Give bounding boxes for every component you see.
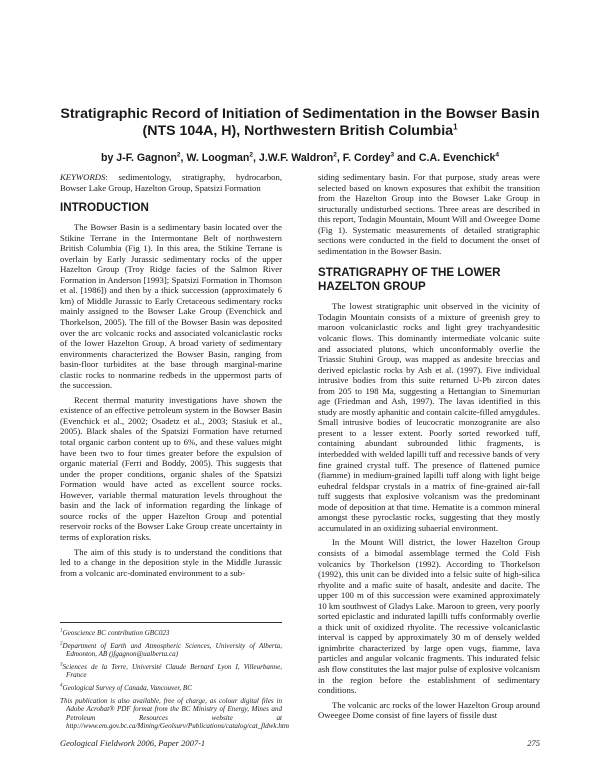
title-footnote-mark: 1 xyxy=(453,122,458,132)
footnote-text: Geological Survey of Canada, Vancouver, BC xyxy=(62,683,192,692)
availability-note xyxy=(60,696,289,731)
author-separator: , xyxy=(253,152,259,164)
keywords-text: : sedimentology, stratigraphy, hydrocarbon, Bowser Lake Group, Hazelton Group, Spatsizi Formation xyxy=(60,172,282,193)
footnote-text: Sciences de la Terre, Université Claude Bernard Lyon I, Villeurbanne, France xyxy=(62,662,282,680)
footnote xyxy=(60,629,282,638)
footnote xyxy=(60,642,282,659)
intro-paragraph-2: Recent thermal maturity investigations have shown the existence of an effective petroleum system in the Bowser Basin (Evenchick et al., 2002; Osadetz et al., 2003; Stasiuk et al., 2005). Black shales of the Spatsizi Formation have returned total organic carbon content up to 6%, and these values might have been two to four times greater before the expulsion of organic material (Ferri and Boddy, 2005). This suggests that under the proper conditions, organic shales of the Spatsizi Formation would have acted as excellent source rocks. However, variable thermal maturation levels throughout the basin and the lack of information regarding the linkage of source rocks of the upper Hazelton Group and potential reservoir rocks of the Bowser Lake Group create uncertainty in terms of exploration risks. xyxy=(60,394,282,542)
stratigraphy-heading xyxy=(318,266,540,294)
stratigraphy-paragraph-2: In the Mount Will district, the lower Hazelton Group consists of a bimodal assemblage termed the Cold Fish volcanics by Thorkelson (1992). According to Thorkelson (1992), this unit can be divided into a felsic suite of high-silica rhyolite and a mafic suite of basalt, andesite and dacite. The upper 100 m of this succession were examined approximately 10 km southwest of Gladys Lake. Maroon to green, very poorly sorted epiclastic and indurated lapilli tuffs conformably overlie a thick unit of oxidized rhyolite. The recessive volcaniclastic interval is capped by approximately 30 m of densely welded ignimbrite characterized by large open vugs, fiamme, lava particles and angular volcanic fragments. This indurated felsic ash flow constitutes the last major pulse of explosive volcanism in the region before the establishment of sedimentary conditions. xyxy=(318,537,540,696)
footnote-mark: 2 xyxy=(60,641,63,647)
author-affiliation-mark: 3 xyxy=(390,151,395,159)
footnote-mark: 3 xyxy=(60,662,63,668)
author-name: J-F. Gagnon xyxy=(116,152,177,164)
footnotes xyxy=(60,622,289,735)
author-line xyxy=(60,152,540,164)
author-affiliation-mark: 2 xyxy=(176,151,181,159)
footnote-text: Geoscience BC contribution GBC023 xyxy=(62,629,170,637)
footnote-mark: 4 xyxy=(60,683,63,689)
author-separator: and xyxy=(394,152,419,164)
stratigraphy-paragraph-3: The volcanic arc rocks of the lower Hazelton Group around Oweegee Dome consist of fine layers of fissile dust xyxy=(318,699,540,721)
intro-continuation: siding sedimentary basin. For that purpose, study areas were selected based on known exposures that exhibit the transition from the Hazelton Group into the Bowser Lake Group in structurally undisturbed sections. Three areas are described in this report, Todagin Mountain, Mount Will and Oweegee Dome (Fig 1). Systematic measurements of detailed stratigraphic sections were conducted in the field to document the onset of sedimentation in the Bowser Basin. xyxy=(318,172,540,256)
page-number: 275 xyxy=(527,738,540,748)
keywords-label: KEYWORDS xyxy=(60,172,106,182)
stratigraphy-paragraph-1: The lowest stratigraphic unit observed in the vicinity of Todagin Mountain consists of a mixture of greenish grey to maroon volcaniclastic rocks and light grey trachyandesitic volcanic flows. This dominantly intermediate volcanic suite and associated plutons, which unconformably overlie the Triassic Stuhini Group, was mapped as andesite breccias and derived epiclastic rocks by Ash et al. (1997). Five individual intrusive bodies from this suite returned U-Pb zircon dates from 205 to 198 Ma, suggesting a Hettangian to Sinemurian age (Friedman and Ash, 1997). The lavas identified in this study are mostly aphanitic and contain calcite-filled amygdules. Small intrusive bodies of leucocratic monzogranite are also present to a lesser extent. Poorly sorted reworked tuff, containing abundant subrounded lithic fragments, is interbedded with welded lapilli tuff and recessive bands of very fine grained crystal tuff. The presence of flattened pumice (fiamme) in medium-grained lapilli tuff along with light beige euhedral feldspar crystals in a matrix of fine-grained air-fall tuff suggests that explosive volcanism was the predominant mode of deposition at that time. Hematite is a common mineral amongst these pyroclastic rocks, suggesting that they mostly accumulated in an oxidizing subaerial environment. xyxy=(318,301,540,533)
author-affiliation-mark: 2 xyxy=(333,151,337,159)
author-name: F. Cordey xyxy=(342,152,391,164)
author-separator: , xyxy=(180,152,187,164)
stratigraphy-heading-line-2: HAZELTON GROUP xyxy=(318,280,426,294)
availability-note-text: This publication is also available, free of charge, as colour digital files in Adobe Acrobat® PDF format from the BC Ministry of Energy, Mines and Petroleum Resources website at http://www.em.gov.bc.ca/Mining/Geolsurv/Publications/catalog/cat_fldwk.htm xyxy=(60,696,289,731)
left-column xyxy=(60,172,282,582)
introduction-heading: INTRODUCTION xyxy=(60,201,149,215)
stratigraphy-heading-line-1: STRATIGRAPHY OF THE LOWER xyxy=(318,266,501,280)
footnote xyxy=(60,684,282,693)
authors-by: by xyxy=(100,152,114,164)
author-name: W. Loogman xyxy=(186,152,250,164)
paper-title xyxy=(60,106,540,140)
intro-paragraph-3: The aim of this study is to understand the conditions that led to a change in the deposition style in the Middle Jurassic from a volcanic arc-dominated environment to a sub- xyxy=(60,546,282,578)
footnote-mark: 1 xyxy=(60,628,63,634)
footnote-text: Department of Earth and Atmospheric Sciences, University of Alberta, Edmonton, AB (jfgagnon@ualberta.ca) xyxy=(62,641,282,659)
title-line-1: Stratigraphic Record of Initiation of Sedimentation in the Bowser Basin xyxy=(60,106,540,122)
author-affiliation-mark: 4 xyxy=(495,151,500,159)
right-column xyxy=(318,172,540,725)
title-line-2: (NTS 104A, H), Northwestern British Columbia xyxy=(142,123,454,139)
keywords xyxy=(60,172,282,193)
footnote xyxy=(60,663,282,680)
journal-footer: Geological Fieldwork 2006, Paper 2007-1 xyxy=(60,738,206,748)
author-separator: , xyxy=(336,152,343,164)
author-name: J.W.F. Waldron xyxy=(258,152,334,164)
author-name: C.A. Evenchick xyxy=(418,152,496,164)
intro-paragraph-1: The Bowser Basin is a sedimentary basin located over the Stikine Terrane in the Intermontane Belt of northwestern British Columbia (Fig 1). In this area, the Stikine Terrane is overlain by Early Jurassic sedimentary rocks of the upper Hazelton Group (Troy Ridge facies of the Salmon River Formation in Anderson [1993]; Spatsizi Formation in Thomson et al. [1986]) and then by a thick succession (approximately 6 km) of Middle Jurassic to Early Cretaceous sedimentary rocks mainly assigned to the Bowser Lake Group (Evenchick and Thorkelson, 2005). The fill of the Bowser Basin was deposited over the arc volcanic rocks and associated volcaniclastic rocks of the lower Hazelton Group. A broad variety of sedimentary environments characterized the Bowser Basin, ranging from basin-floor turbidites at the base through marginal-marine clastic rocks to nonmarine redbeds in the uppermost parts of the succession. xyxy=(60,222,282,391)
author-affiliation-mark: 2 xyxy=(249,151,254,159)
